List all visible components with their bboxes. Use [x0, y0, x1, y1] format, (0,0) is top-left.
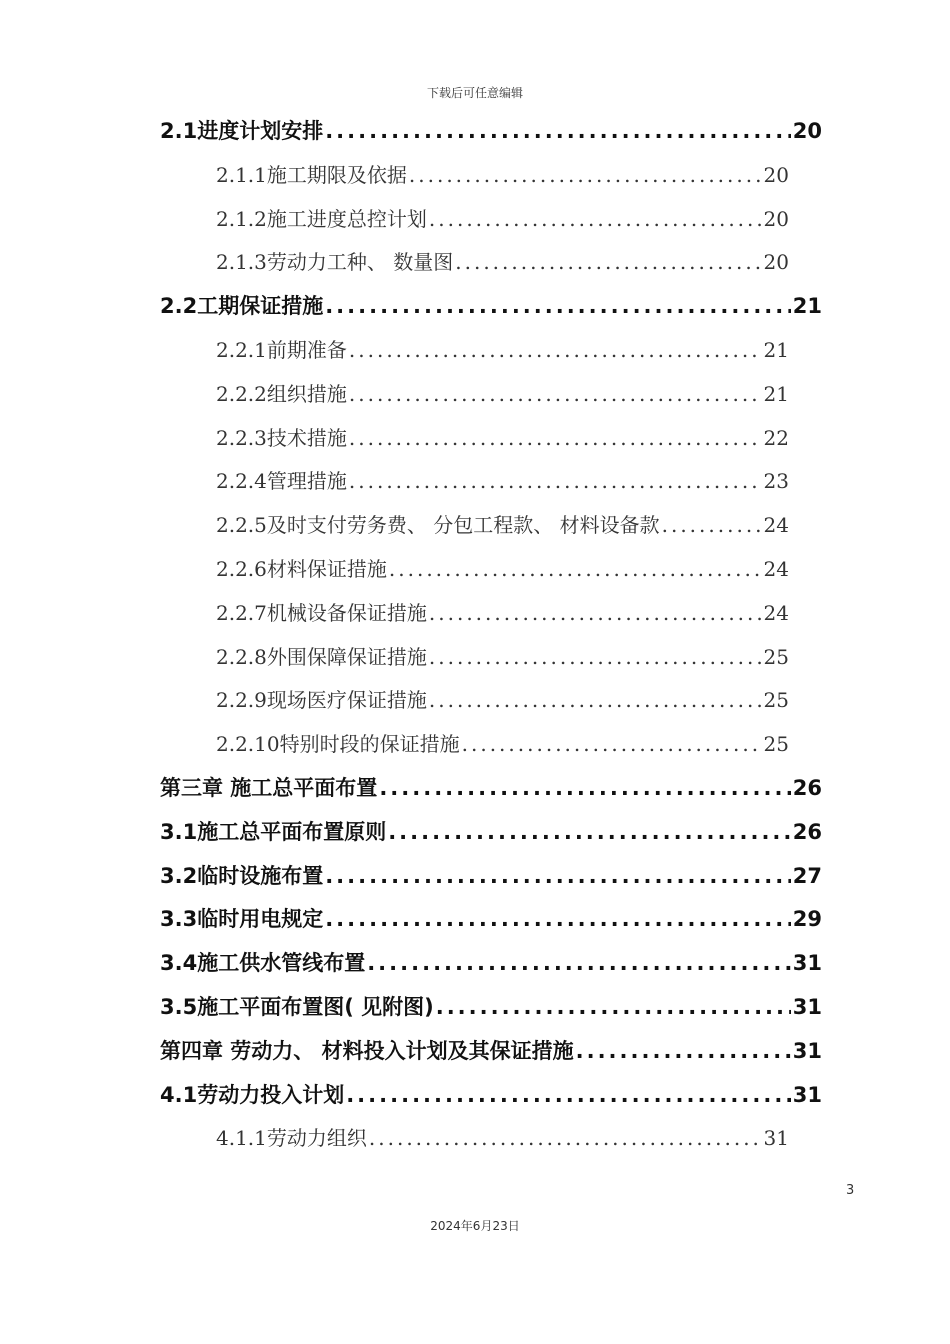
toc-entry[interactable] — [160, 284, 822, 328]
toc-entry-page: 27 — [792, 863, 822, 888]
toc-dot-leader — [349, 328, 762, 372]
toc-dot-leader — [429, 635, 762, 679]
toc-entry-page: 22 — [763, 425, 789, 450]
toc-entry[interactable] — [216, 459, 789, 503]
toc-dot-leader — [429, 678, 762, 722]
toc-entry[interactable] — [216, 503, 789, 547]
toc-entry-title: 3.2临时设施布置 — [160, 863, 324, 888]
toc-dot-leader — [349, 416, 762, 460]
page-number: 3 — [846, 1183, 855, 1198]
toc-entry[interactable] — [216, 678, 789, 722]
toc-entry-title: 2.1.3劳动力工种、 数量图 — [216, 250, 454, 275]
toc-dot-leader — [346, 1073, 791, 1117]
toc-entry-title: 2.2.4管理措施 — [216, 469, 347, 494]
toc-entry-title: 2.2.2组织措施 — [216, 381, 347, 406]
toc-entry-page: 24 — [763, 600, 789, 625]
toc-dot-leader — [662, 503, 762, 547]
toc-entry-page: 26 — [792, 776, 822, 800]
toc-entry-page: 21 — [763, 381, 789, 406]
toc-entry-page: 25 — [763, 732, 789, 757]
toc-entry-title: 3.3临时用电规定 — [160, 907, 324, 932]
toc-entry-title: 2.2.9现场医疗保证措施 — [216, 688, 427, 713]
toc-entry-page: 21 — [763, 338, 789, 362]
toc-entry-page: 21 — [792, 294, 822, 319]
toc-entry[interactable] — [160, 810, 822, 854]
toc-entry-title: 2.2.7机械设备保证措施 — [216, 600, 427, 625]
toc-entry[interactable] — [216, 197, 789, 241]
toc-dot-leader — [462, 722, 762, 766]
toc-entry-page: 20 — [763, 250, 789, 275]
toc-dot-leader — [409, 153, 762, 197]
toc-entry-page: 29 — [792, 907, 822, 932]
toc-dot-leader — [388, 810, 791, 854]
toc-entry-page: 20 — [763, 162, 789, 187]
toc-entry-page: 24 — [763, 557, 789, 581]
toc-entry-title: 2.1进度计划安排 — [160, 119, 324, 143]
footer-date: 2024年6月23日 — [430, 1219, 520, 1233]
toc-entry-title: 第四章 劳动力、 材料投入计划及其保证措施 — [160, 1038, 574, 1063]
toc-dot-leader — [429, 591, 762, 635]
toc-dot-leader — [367, 941, 791, 985]
toc-dot-leader — [436, 985, 791, 1029]
toc-entry[interactable] — [160, 854, 822, 898]
toc-dot-leader — [369, 1116, 762, 1160]
toc-entry-page: 26 — [792, 819, 822, 844]
toc-entry[interactable] — [216, 416, 789, 460]
toc-entry-page: 24 — [763, 513, 789, 538]
toc-entry-page: 20 — [763, 206, 789, 231]
toc-entry[interactable] — [216, 635, 789, 679]
toc-entry-title: 2.2.1前期准备 — [216, 338, 347, 362]
toc-dot-leader — [429, 197, 762, 241]
toc-dot-leader — [325, 897, 791, 941]
toc-entry-title: 3.5施工平面布置图( 见附图) — [160, 995, 434, 1019]
toc-entry[interactable] — [216, 240, 789, 284]
toc-dot-leader — [349, 372, 762, 416]
toc-entry-page: 25 — [763, 644, 789, 669]
toc-dot-leader — [349, 459, 762, 503]
toc-entry-page: 31 — [792, 951, 822, 976]
toc-dot-leader — [325, 109, 791, 153]
toc-entry-title: 3.1施工总平面布置原则 — [160, 819, 387, 844]
toc-entry-title: 2.2.8外围保障保证措施 — [216, 644, 427, 669]
toc-entry-title: 2.2.5及时支付劳务费、 分包工程款、 材料设备款 — [216, 513, 660, 538]
toc-entry-page: 20 — [792, 119, 822, 143]
toc-entry[interactable] — [216, 372, 789, 416]
toc-entry-title: 2.2.10特别时段的保证措施 — [216, 732, 460, 757]
toc-entry-title: 4.1.1劳动力组织 — [216, 1126, 367, 1151]
toc-dot-leader — [455, 240, 761, 284]
toc-dot-leader — [379, 766, 790, 810]
header-note: 下载后可任意编辑 — [426, 86, 523, 100]
toc-entry-title: 2.1.1施工期限及依据 — [216, 162, 407, 187]
toc-entry-title: 2.2.6材料保证措施 — [216, 557, 387, 581]
toc-entry[interactable] — [216, 153, 789, 197]
toc-entry-title: 第三章 施工总平面布置 — [160, 776, 378, 800]
toc-entry-page: 23 — [763, 469, 789, 494]
toc-entry[interactable] — [160, 1073, 822, 1117]
toc-entry-title: 2.1.2施工进度总控计划 — [216, 206, 427, 231]
toc-entry-page: 31 — [763, 1126, 789, 1151]
toc-dot-leader — [389, 547, 762, 591]
toc-entry-page: 31 — [792, 995, 822, 1019]
toc-dot-leader — [325, 854, 791, 898]
toc-entry[interactable] — [216, 591, 789, 635]
toc-entry[interactable] — [160, 109, 822, 153]
toc-entry[interactable] — [160, 766, 822, 810]
toc-entry[interactable] — [160, 941, 822, 985]
toc-entry-title: 2.2工期保证措施 — [160, 294, 324, 319]
toc-entry-page: 31 — [792, 1082, 822, 1107]
toc-entry[interactable] — [160, 985, 822, 1029]
toc-entry[interactable] — [160, 897, 822, 941]
toc-entry[interactable] — [160, 1029, 822, 1073]
toc-entry-title: 3.4施工供水管线布置 — [160, 951, 366, 976]
toc-entry[interactable] — [216, 1116, 789, 1160]
toc-entry-page: 25 — [763, 688, 789, 713]
toc-dot-leader — [325, 284, 791, 328]
toc-entry[interactable] — [216, 722, 789, 766]
toc-entry[interactable] — [216, 328, 789, 372]
toc-entry[interactable] — [216, 547, 789, 591]
toc-entry-title: 4.1劳动力投入计划 — [160, 1082, 345, 1107]
toc-entry-title: 2.2.3技术措施 — [216, 425, 347, 450]
toc-entry-page: 31 — [792, 1038, 822, 1063]
toc-dot-leader — [576, 1029, 791, 1073]
